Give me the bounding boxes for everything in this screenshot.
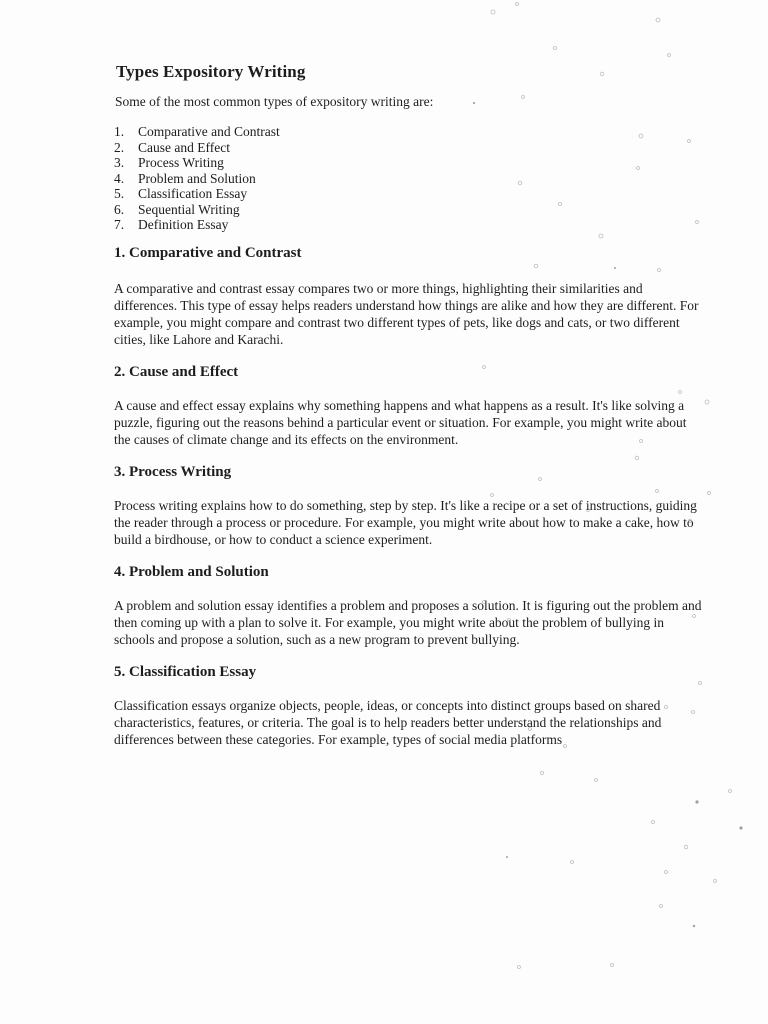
section-heading-problem-solution: 4. Problem and Solution: [114, 563, 269, 580]
list-item-number: 1.: [114, 124, 125, 139]
list-item-number: 7.: [114, 217, 125, 232]
list-item-label: Problem and Solution: [138, 170, 256, 186]
intro-text: Some of the most common types of expository writing are:: [115, 94, 434, 109]
section-body-problem-solution: A problem and solution essay identifies a problem and proposes a solution. It is figuring out the problem and then coming up with a plan to solve it. For example, you might write about the problem of bullying in schools and propose a solution, such as a new program to prevent bullying.: [114, 597, 702, 647]
list-item: [114, 155, 704, 171]
list-item: [114, 202, 704, 218]
list-item-label: Comparative and Contrast: [138, 124, 280, 139]
section-heading-comparative: 1. Comparative and Contrast: [114, 244, 302, 261]
section-body-process: Process writing explains how to do something, step by step. It's like a recipe or a set of instructions, guiding the reader through a process or procedure. For example, you might write about how to make a cake, how to build a birdhouse, or how to conduct a science experiment.: [114, 497, 697, 547]
section-heading-classification: 5. Classification Essay: [114, 663, 257, 680]
list-item: [114, 124, 704, 140]
list-item-label: Cause and Effect: [138, 139, 230, 155]
list-item-number: 2.: [114, 139, 125, 155]
list-item-label: Sequential Writing: [138, 201, 240, 217]
document-title: Types Expository Writing: [116, 62, 306, 81]
document-content: [114, 62, 704, 748]
list-item-label: Process Writing: [138, 155, 224, 170]
list-item: [114, 217, 704, 233]
list-item-label: Definition Essay: [138, 217, 229, 232]
list-item: [114, 186, 704, 202]
list-item: [114, 171, 704, 187]
list-item-number: 3.: [114, 155, 125, 170]
list-item-number: 5.: [114, 186, 125, 201]
section-body-classification: Classification essays organize objects, people, ideas, or concepts into distinct groups based on shared characteristics, features, or criteria. The goal is to help readers better understand the relationships and differences between these categories. For example, types of social media platforms: [114, 697, 662, 747]
list-item-label: Classification Essay: [138, 186, 248, 201]
section-heading-cause-effect: 2. Cause and Effect: [114, 363, 239, 380]
section-body-cause-effect: A cause and effect essay explains why something happens and what happens as a result. It's like solving a puzzle, figuring out the reasons behind a particular event or situation. For example, you might write about the causes of climate change and its effects on the environment.: [114, 397, 687, 447]
list-item-number: 4.: [114, 170, 125, 186]
types-list: [114, 124, 704, 233]
list-item-number: 6.: [114, 201, 125, 217]
list-item: [114, 140, 704, 156]
section-body-comparative: A comparative and contrast essay compares two or more things, highlighting their similarities and differences. This type of essay helps readers understand how things are alike and how they are different. For example, you might compare and contrast two different types of pets, like dogs and cats, or two different cities, like Lahore and Karachi.: [114, 280, 699, 347]
section-heading-process: 3. Process Writing: [114, 463, 232, 480]
